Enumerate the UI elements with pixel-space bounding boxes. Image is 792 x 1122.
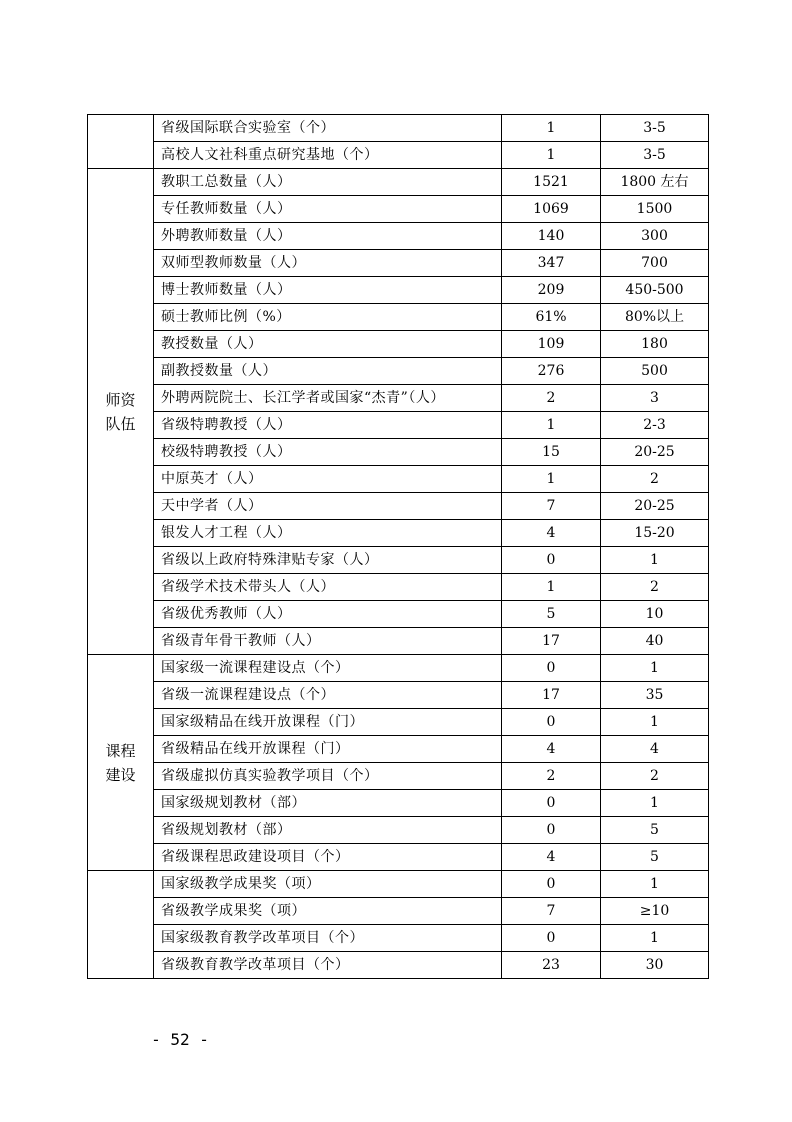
item-cell: 天中学者（人） — [154, 493, 502, 520]
current-value-cell: 0 — [502, 871, 601, 898]
current-value-cell: 61% — [502, 304, 601, 331]
current-value-cell: 0 — [502, 925, 601, 952]
table-row — [88, 196, 709, 223]
current-value-cell: 1 — [502, 574, 601, 601]
table-row — [88, 250, 709, 277]
indicator-table-body — [88, 115, 709, 979]
current-value-cell: 4 — [502, 520, 601, 547]
target-value-cell: 300 — [601, 223, 709, 250]
table-row — [88, 439, 709, 466]
current-value-cell: 0 — [502, 547, 601, 574]
item-cell: 双师型教师数量（人） — [154, 250, 502, 277]
target-value-cell: 1 — [601, 547, 709, 574]
item-cell: 中原英才（人） — [154, 466, 502, 493]
category-cell — [88, 115, 154, 169]
table-row — [88, 574, 709, 601]
target-value-cell: 5 — [601, 844, 709, 871]
current-value-cell: 140 — [502, 223, 601, 250]
table-row — [88, 682, 709, 709]
current-value-cell: 4 — [502, 736, 601, 763]
current-value-cell: 109 — [502, 331, 601, 358]
item-cell: 省级优秀教师（人） — [154, 601, 502, 628]
target-value-cell: 20-25 — [601, 439, 709, 466]
current-value-cell: 23 — [502, 952, 601, 979]
table-row — [88, 223, 709, 250]
table-row — [88, 790, 709, 817]
category-label: 师资 — [105, 390, 136, 409]
category-cell — [88, 871, 154, 979]
target-value-cell: 1 — [601, 709, 709, 736]
item-cell: 博士教师数量（人） — [154, 277, 502, 304]
item-cell: 校级特聘教授（人） — [154, 439, 502, 466]
item-cell: 外聘两院院士、长江学者或国家“杰青”（人） — [154, 385, 502, 412]
target-value-cell: 5 — [601, 817, 709, 844]
item-cell: 专任教师数量（人） — [154, 196, 502, 223]
item-cell: 国家级教育教学改革项目（个） — [154, 925, 502, 952]
category-cell — [88, 655, 154, 871]
target-value-cell: 2-3 — [601, 412, 709, 439]
current-value-cell: 1 — [502, 142, 601, 169]
table-row — [88, 493, 709, 520]
table-row — [88, 115, 709, 142]
target-value-cell: 80%以上 — [601, 304, 709, 331]
item-cell: 省级课程思政建设项目（个） — [154, 844, 502, 871]
item-cell: 省级以上政府特殊津贴专家（人） — [154, 547, 502, 574]
table-row — [88, 655, 709, 682]
table-row — [88, 925, 709, 952]
item-cell: 高校人文社科重点研究基地（个） — [154, 142, 502, 169]
current-value-cell: 1 — [502, 412, 601, 439]
current-value-cell: 17 — [502, 628, 601, 655]
table-row — [88, 628, 709, 655]
current-value-cell: 7 — [502, 898, 601, 925]
item-cell: 省级精品在线开放课程（门） — [154, 736, 502, 763]
target-value-cell: 450-500 — [601, 277, 709, 304]
table-row — [88, 331, 709, 358]
table-row — [88, 952, 709, 979]
current-value-cell: 347 — [502, 250, 601, 277]
target-value-cell: 4 — [601, 736, 709, 763]
table-row — [88, 547, 709, 574]
target-value-cell: 1 — [601, 790, 709, 817]
item-cell: 国家级精品在线开放课程（门） — [154, 709, 502, 736]
table-row — [88, 304, 709, 331]
item-cell: 省级教育教学改革项目（个） — [154, 952, 502, 979]
item-cell: 省级青年骨干教师（人） — [154, 628, 502, 655]
table-row — [88, 736, 709, 763]
category-label: 课程 — [105, 741, 136, 760]
current-value-cell: 1 — [502, 466, 601, 493]
current-value-cell: 5 — [502, 601, 601, 628]
target-value-cell: 2 — [601, 466, 709, 493]
target-value-cell: 2 — [601, 574, 709, 601]
current-value-cell: 17 — [502, 682, 601, 709]
current-value-cell: 0 — [502, 790, 601, 817]
target-value-cell: 180 — [601, 331, 709, 358]
target-value-cell: 15-20 — [601, 520, 709, 547]
current-value-cell: 0 — [502, 709, 601, 736]
target-value-cell: 1800 左右 — [601, 169, 709, 196]
target-value-cell: 3-5 — [601, 115, 709, 142]
table-row — [88, 169, 709, 196]
item-cell: 银发人才工程（人） — [154, 520, 502, 547]
item-cell: 外聘教师数量（人） — [154, 223, 502, 250]
item-cell: 国家级规划教材（部） — [154, 790, 502, 817]
target-value-cell: 1 — [601, 655, 709, 682]
target-value-cell: 40 — [601, 628, 709, 655]
target-value-cell: 3-5 — [601, 142, 709, 169]
current-value-cell: 2 — [502, 385, 601, 412]
table-row — [88, 142, 709, 169]
target-value-cell: 500 — [601, 358, 709, 385]
target-value-cell: 700 — [601, 250, 709, 277]
current-value-cell: 209 — [502, 277, 601, 304]
item-cell: 省级虚拟仿真实验教学项目（个） — [154, 763, 502, 790]
current-value-cell: 1521 — [502, 169, 601, 196]
indicator-table — [87, 114, 709, 979]
table-row — [88, 385, 709, 412]
target-value-cell: 3 — [601, 385, 709, 412]
target-value-cell: 2 — [601, 763, 709, 790]
table-row — [88, 358, 709, 385]
category-label: 建设 — [105, 765, 136, 784]
table-row — [88, 601, 709, 628]
target-value-cell: 1 — [601, 871, 709, 898]
target-value-cell: ≥10 — [601, 898, 709, 925]
target-value-cell: 10 — [601, 601, 709, 628]
item-cell: 硕士教师比例（%） — [154, 304, 502, 331]
item-cell: 国家级一流课程建设点（个） — [154, 655, 502, 682]
item-cell: 省级一流课程建设点（个） — [154, 682, 502, 709]
current-value-cell: 2 — [502, 763, 601, 790]
table-row — [88, 520, 709, 547]
target-value-cell: 35 — [601, 682, 709, 709]
item-cell: 副教授数量（人） — [154, 358, 502, 385]
current-value-cell: 0 — [502, 655, 601, 682]
current-value-cell: 276 — [502, 358, 601, 385]
table-row — [88, 277, 709, 304]
target-value-cell: 1 — [601, 925, 709, 952]
current-value-cell: 0 — [502, 817, 601, 844]
category-cell — [88, 169, 154, 655]
item-cell: 国家级教学成果奖（项） — [154, 871, 502, 898]
table-row — [88, 817, 709, 844]
item-cell: 省级国际联合实验室（个） — [154, 115, 502, 142]
table-row — [88, 466, 709, 493]
target-value-cell: 30 — [601, 952, 709, 979]
page-number: - 52 - — [151, 1030, 209, 1049]
item-cell: 省级教学成果奖（项） — [154, 898, 502, 925]
table-row — [88, 871, 709, 898]
current-value-cell: 1069 — [502, 196, 601, 223]
current-value-cell: 15 — [502, 439, 601, 466]
item-cell: 省级特聘教授（人） — [154, 412, 502, 439]
item-cell: 省级规划教材（部） — [154, 817, 502, 844]
category-label: 队伍 — [105, 414, 136, 433]
table-row — [88, 844, 709, 871]
target-value-cell: 1500 — [601, 196, 709, 223]
item-cell: 教职工总数量（人） — [154, 169, 502, 196]
target-value-cell: 20-25 — [601, 493, 709, 520]
table-row — [88, 763, 709, 790]
table-row — [88, 412, 709, 439]
table-row — [88, 898, 709, 925]
item-cell: 省级学术技术带头人（人） — [154, 574, 502, 601]
current-value-cell: 1 — [502, 115, 601, 142]
current-value-cell: 7 — [502, 493, 601, 520]
item-cell: 教授数量（人） — [154, 331, 502, 358]
current-value-cell: 4 — [502, 844, 601, 871]
table-row — [88, 709, 709, 736]
